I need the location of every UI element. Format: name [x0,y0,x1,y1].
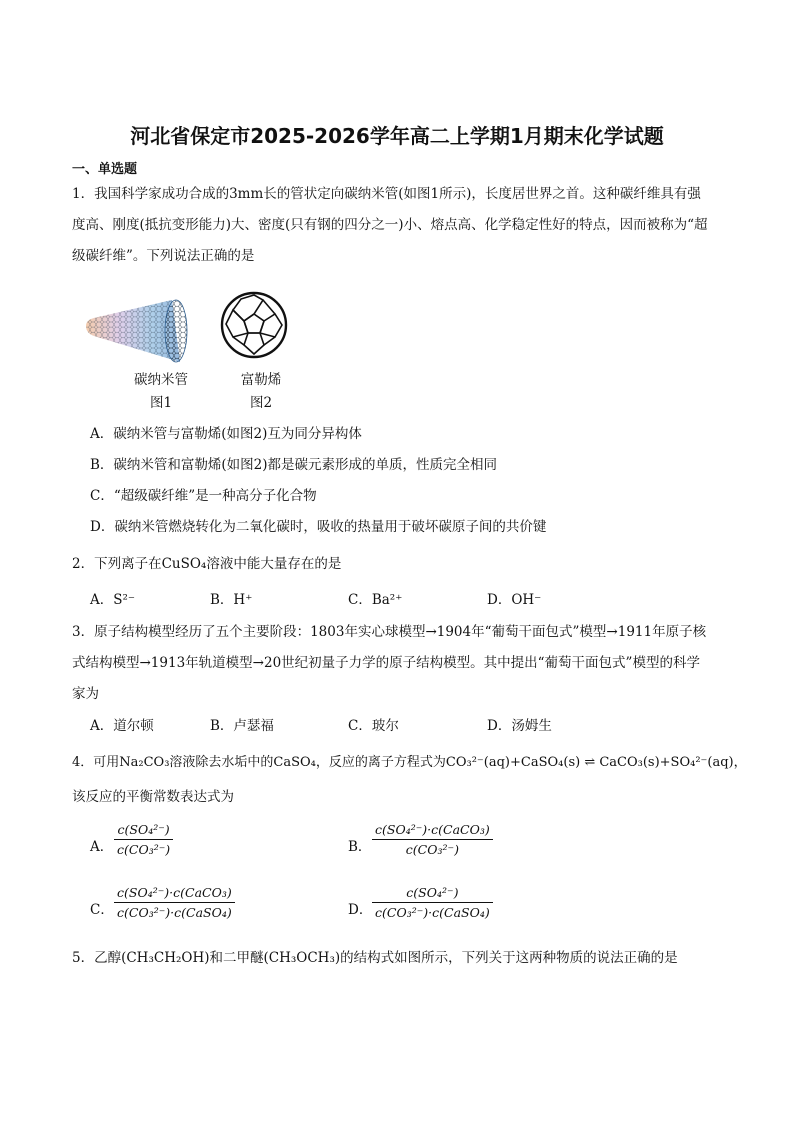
q1-line-3: 级碳纤维”。下列说法正确的是 [72,248,255,264]
q2-stem: 2．下列离子在CuSO₄溶液中能大量存在的是 [72,556,342,572]
q1-line-1: 1．我国科学家成功合成的3mm长的管状定向碳纳米管(如图1所示)，长度居世界之首。这种碳纤维具有强 [72,186,701,202]
q2-option-a: A．S²⁻ [90,592,136,608]
q4-line-2: 该反应的平衡常数表达式为 [72,789,234,805]
q4-option-d-fraction [372,885,493,920]
q4-option-b-fraction [372,822,493,857]
q4-option-d-numerator: c(SO₄²⁻) [406,885,459,900]
q1-option-b: B．碳纳米管和富勒烯(如图2)都是碳元素形成的单质，性质完全相同 [90,457,498,473]
fullerene-figure [219,290,289,360]
section-heading: 一、单选题 [72,162,138,177]
q4-option-a-fraction [114,822,173,857]
q4-option-a-numerator: c(SO₄²⁻) [117,822,170,837]
q4-option-b-numerator: c(SO₄²⁻)·c(CaCO₃) [375,822,490,837]
q4-option-b-label: B． [348,839,372,855]
q2-option-b: B．H⁺ [210,592,253,608]
q4-option-c-numerator: c(SO₄²⁻)·c(CaCO₃) [117,885,232,900]
fig2-number: 图2 [249,395,273,411]
q3-line-1: 3．原子结构模型经历了五个主要阶段：1803年实心球模型→1904年“葡萄干面包式”模型→1911年原子核 [72,624,707,640]
q3-option-c: C．玻尔 [348,718,399,734]
q2-option-d: D．OH⁻ [487,592,542,608]
q3-option-b: B．卢瑟福 [210,718,274,734]
q1-option-a: A．碳纳米管与富勒烯(如图2)互为同分异构体 [90,426,362,442]
q4-option-c-denominator: c(CO₃²⁻)·c(CaSO₄) [114,902,235,920]
q5-stem: 5．乙醇(CH₃CH₂OH)和二甲醚(CH₃OCH₃)的结构式如图所示，下列关于这两种物质的说法正确的是 [72,950,678,966]
q1-option-c: C．“超级碳纤维”是一种高分子化合物 [90,488,317,504]
q3-line-2: 式结构模型→1913年轨道模型→20世纪初量子力学的原子结构模型。其中提出“葡萄干面包式”模型的科学 [72,655,700,671]
q4-option-a-label: A． [90,839,114,855]
fig1-number: 图1 [149,395,173,411]
q3-option-d: D．汤姆生 [487,718,552,734]
q4-line-1: 4．可用Na₂CO₃溶液除去水垢中的CaSO₄，反应的离子方程式为CO₃²⁻(aq)+CaSO₄(s) ⇌ CaCO₃(s)+SO₄²⁻(aq)， [72,755,747,770]
fig2-label: 富勒烯 [240,372,282,388]
page-title: 河北省保定市2025-2026学年高二上学期1月期末化学试题 [130,124,664,148]
q4-option-d-label: D． [348,902,373,918]
fig1-label: 碳纳米管 [134,372,188,388]
q1-option-d: D．碳纳米管燃烧转化为二氧化碳时，吸收的热量用于破坏碳原子间的共价键 [90,519,547,535]
carbon-nanotube-figure [84,296,196,366]
q4-option-d-denominator: c(CO₃²⁻)·c(CaSO₄) [372,902,493,920]
q1-line-2: 度高、刚度(抵抗变形能力)大、密度(只有钢的四分之一)小、熔点高、化学稳定性好的特点，因而被称为“超 [72,217,708,233]
q3-option-a: A．道尔顿 [90,718,154,734]
q4-option-b-denominator: c(CO₃²⁻) [372,839,493,857]
q4-option-a-denominator: c(CO₃²⁻) [114,839,173,857]
q2-option-c: C．Ba²⁺ [348,592,403,608]
q3-line-3: 家为 [72,686,99,702]
q4-option-c-label: C． [90,902,114,918]
q4-option-c-fraction [114,885,235,920]
